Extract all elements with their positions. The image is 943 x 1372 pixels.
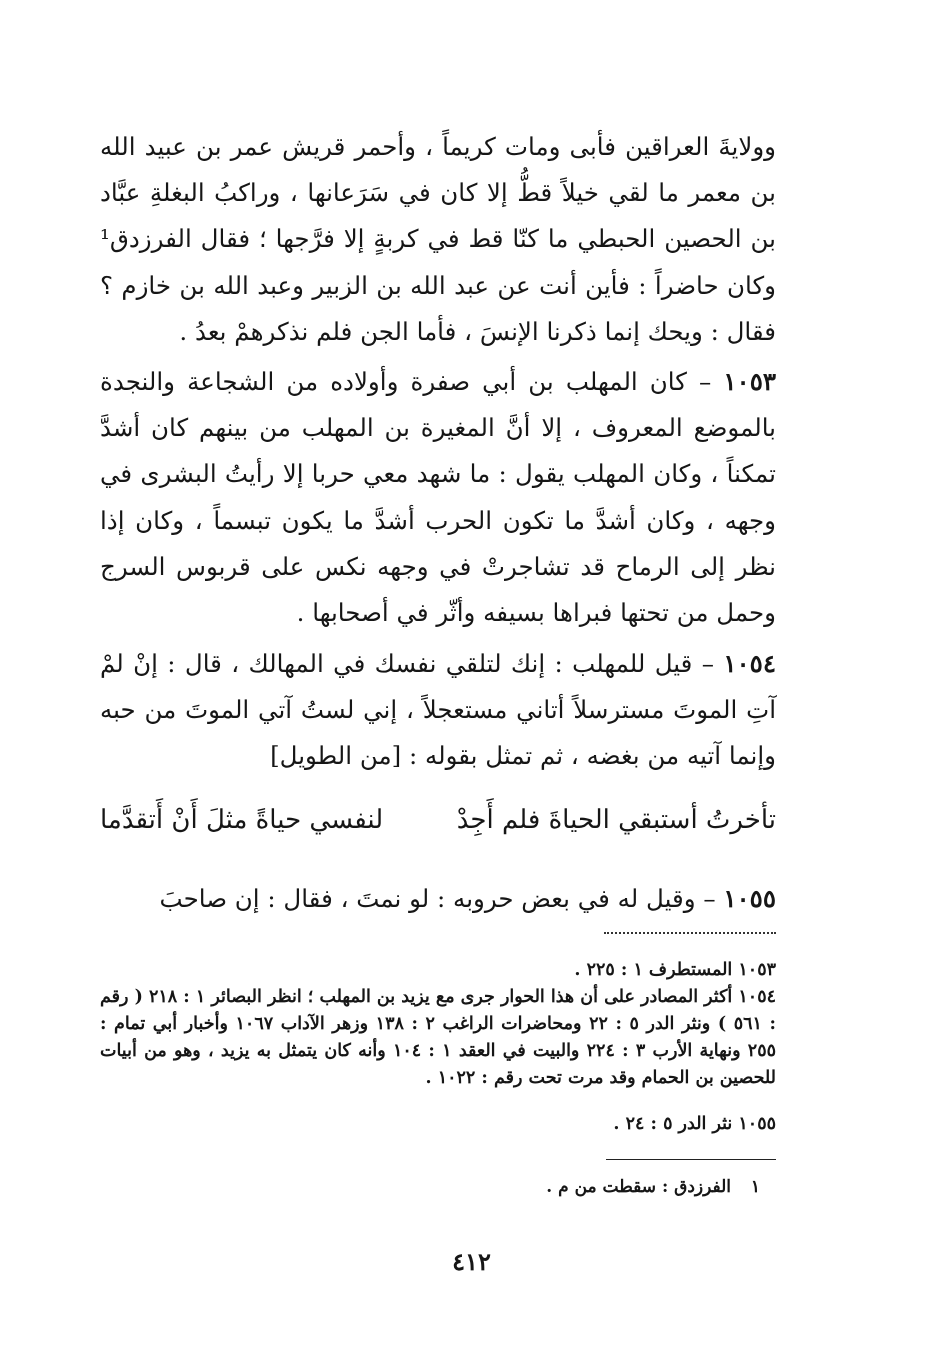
paragraph-continuation bbox=[100, 124, 776, 355]
verse-first-hemistich: تأخرتُ أستبقي الحياةَ فلم أَجِدْ bbox=[456, 805, 776, 835]
entry-number: ١٠٥٥ bbox=[723, 884, 776, 913]
footnote-number: ١٠٥٥ bbox=[738, 1114, 776, 1134]
paragraph-1053 bbox=[100, 359, 776, 636]
paragraph-1054 bbox=[100, 641, 776, 780]
page-number: ٤١٢ bbox=[452, 1247, 491, 1276]
footnote-1054 bbox=[100, 984, 776, 1092]
paragraph-text: – كان المهلب بن أبي صفرة وأولاده من الشجاعة والنجدة بالموضع المعروف ، إلا أنَّ المغيرة بن المهلب من بينهم كان أشدَّ تمكناً ، وكان المهلب يقول : ما شهد معي حربا إلا رأيتُ البشرى في وجهه ، وكان أشدَّ ما تكون الحرب أشدَّ ما يكون تبسماً ، وكان إذا نظر إلى الرماح قد تشاجرتْ في وجهه نكس على قربوس السرج وحمل من تحتها فبراها بسيفه وأثّر في أصحابها . bbox=[100, 367, 776, 628]
paragraph-text: – قيل للمهلب : إنك لتلقي نفسك في المهالك ، قال : إنْ لمْ آتِ الموتَ مسترسلاً أتاني مستعجلاً ، إني لستُ آتي الموتَ من حبه وإنما آتيه من بغضه ، ثم تمثل بقوله : bbox=[100, 649, 776, 771]
paragraph-1055 bbox=[100, 876, 776, 922]
paragraph-text: – وقيل له في بعض حروبه : لو نمتَ ، فقال : إن صاحبَ bbox=[159, 884, 724, 913]
footnote-separator-dots bbox=[604, 932, 776, 934]
footnote-1055 bbox=[100, 1111, 776, 1138]
paragraph-text: وولايةَ العراقين فأبى ومات كريماً ، وأحمر قريش عمر بن عبيد الله بن معمر ما لقي خيلاً قطُّ إلا كان في سَرَعانها ، وراكبُ البغلةِ عبَّاد بن الحصين الحبطي ما كنّا قط في كربةٍ إلا فرَّجها ؛ فقال الفرزدق¹ وكان حاضراً : فأين أنت عن عبد الله بن الزبير وعبد الله بن خازم ؟ فقال : ويحك إنما ذكرنا الإنسَ ، فأما الجن فلم نذكرهمْ بعدُ . bbox=[100, 132, 776, 346]
verse-second-hemistich: لنفسي حياةً مثلَ أَنْ أَتقدَّما bbox=[100, 805, 384, 835]
entry-number: ١٠٥٣ bbox=[723, 367, 777, 396]
footnote-number: ١٠٥٤ bbox=[738, 987, 776, 1007]
note-separator-line bbox=[606, 1159, 776, 1160]
note-text: الفرزدق : سقطت من م . bbox=[546, 1177, 731, 1197]
poem-verse bbox=[100, 792, 776, 848]
note-number: ١ bbox=[750, 1177, 760, 1197]
footnote-1053 bbox=[100, 957, 776, 984]
poetic-meter-label: [من الطويل] bbox=[270, 741, 402, 771]
footnote-number: ١٠٥٣ bbox=[738, 960, 776, 980]
entry-number: ١٠٥٤ bbox=[723, 649, 776, 678]
footnote-text: نثر الدر ٥ : ٢٤ . bbox=[613, 1114, 739, 1134]
footnote-text: أكثر المصادر على أن هذا الحوار جرى مع يزيد بن المهلب ؛ انظر البصائر ١ : ٢١٨ ( رقم : ٥٦١ ) ونثر الدر ٥ : ٢٢ ومحاضرات الراغب ٢ : ١٣٨ وزهر الآداب ١٠٦٧ وأخبار أبي تمام : ٢٥٥ ونهاية الأرب ٣ : ٢٢٤ والبيت في العقد ١ : ١٠٤ وأنه كان يتمثل به يزيد ، وهو من أبيات للحصين بن الحمام وقد مرت تحت رقم : ١٠٢٢ . bbox=[100, 987, 776, 1088]
footnote-text: المستطرف ١ : ٢٢٥ . bbox=[574, 960, 739, 980]
